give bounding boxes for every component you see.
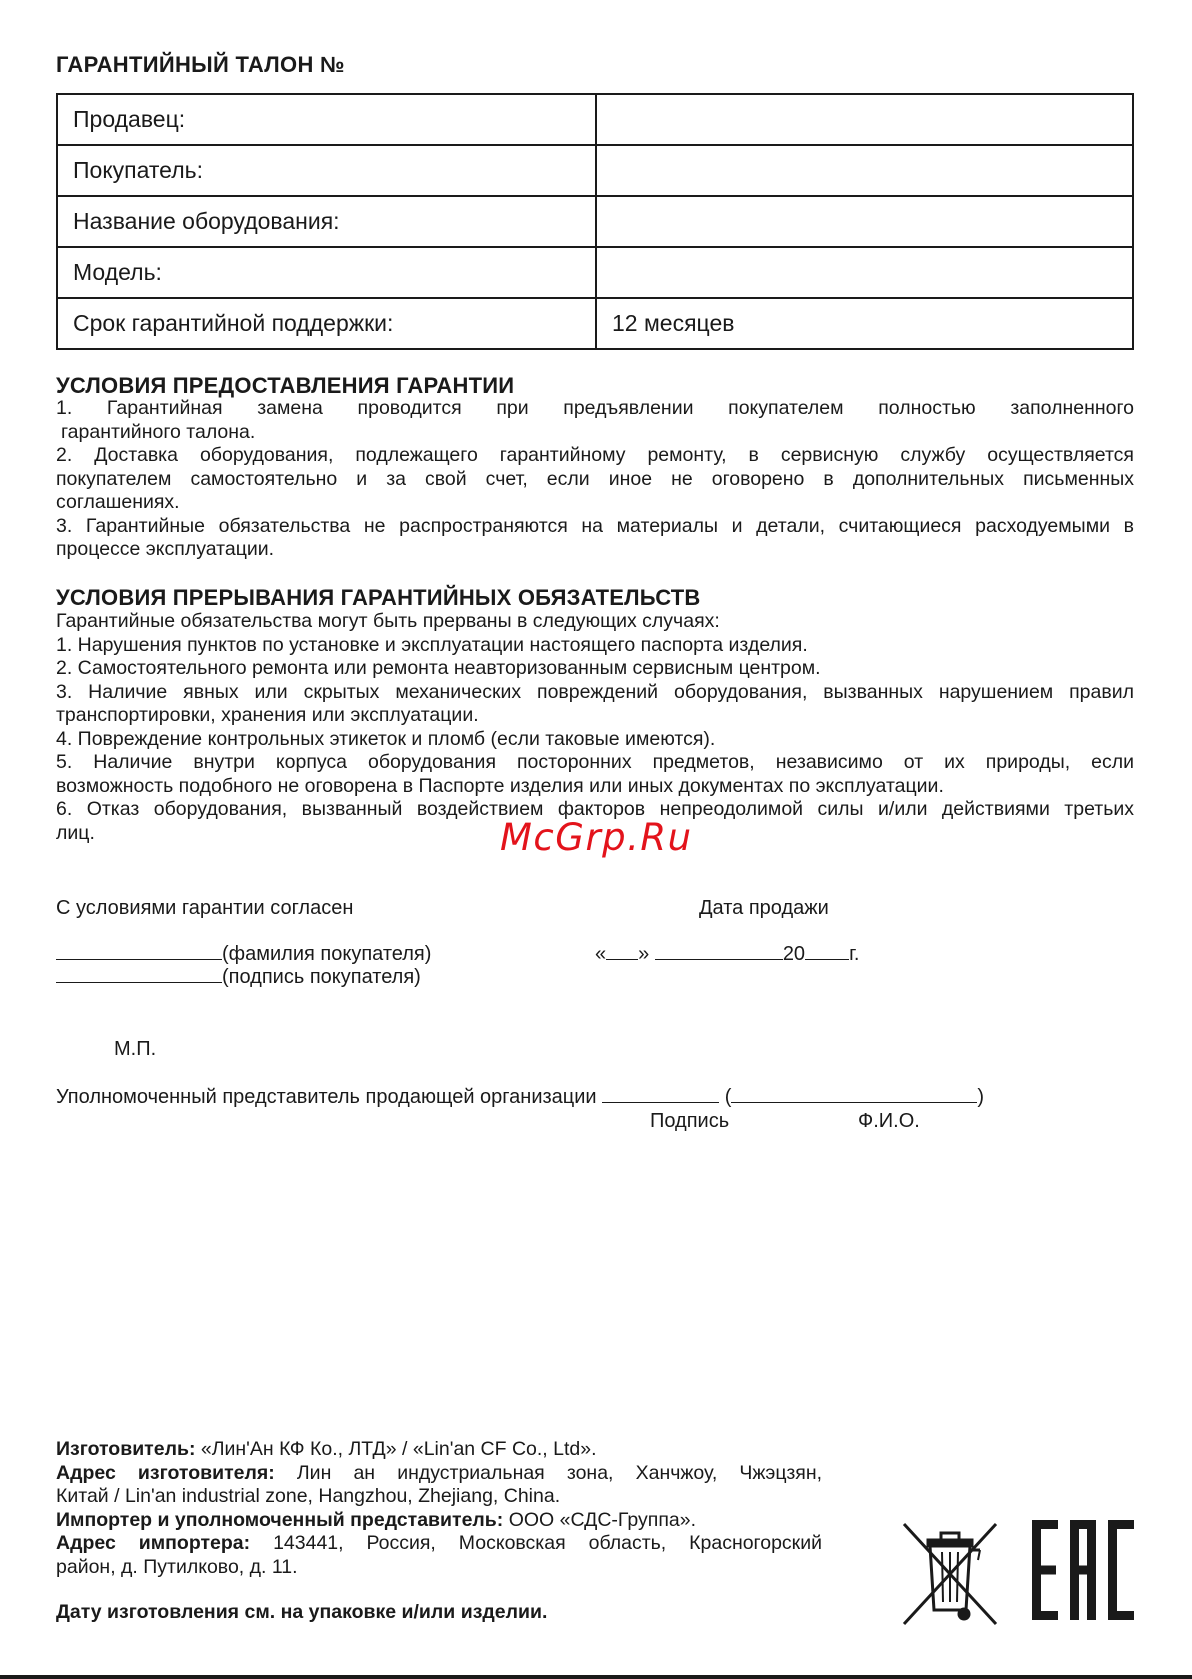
importer-value: ООО «СДС-Группа».	[503, 1508, 696, 1531]
list-item: 1. Гарантийная замена проводится при предъявлении покупателем полностью заполненного	[56, 397, 1134, 419]
model-label: Модель:	[57, 247, 596, 298]
signature-blank	[602, 1086, 719, 1103]
list-item: Гарантийные обязательства могут быть прерваны в следующих случаях:	[56, 610, 720, 632]
importer-address-line	[56, 1532, 822, 1556]
list-item: транспортировки, хранения или эксплуатации.	[56, 704, 479, 726]
list-item: покупателем самостоятельно и за свой счет, если иное не оговорено в дополнительных письменных	[56, 467, 1134, 490]
year-blank	[805, 943, 849, 960]
manufacturer-address-label: Адрес изготовителя:	[56, 1461, 275, 1484]
watermark: McGrp.Ru	[500, 816, 693, 859]
list-item: гарантийного талона.	[61, 420, 256, 443]
day-blank	[606, 943, 638, 960]
manufacturer-address-line-2: Китай / Lin'an industrial zone, Hangzhou, Zhejiang, China.	[56, 1485, 561, 1507]
equipment-name-label: Название оборудования:	[57, 196, 596, 247]
stamp-label: М.П.	[114, 1038, 157, 1060]
seller-label: Продавец:	[57, 94, 596, 145]
list-item: 6. Отказ оборудования, вызванный воздействием факторов непреодолимой силы и/или действиями третьих	[56, 798, 1134, 820]
manufacturer-info	[56, 1438, 822, 1579]
manufacturer-label: Изготовитель:	[56, 1438, 196, 1460]
buyer-label: Покупатель:	[57, 145, 596, 196]
list-item: лиц.	[56, 821, 95, 844]
termination-terms-list	[56, 610, 1134, 845]
list-item: 3. Наличие явных или скрытых механических повреждений оборудования, вызванных нарушением правил	[56, 680, 1134, 703]
table-row	[57, 145, 1133, 196]
warranty-period-label: Срок гарантийной поддержки:	[57, 298, 596, 349]
importer-address-line-2: район, д. Путилково, д. 11.	[56, 1555, 298, 1578]
representative-label: Уполномоченный представитель продающей организации	[56, 1086, 597, 1108]
bottom-rule	[0, 1675, 1192, 1679]
close-quote: »	[638, 943, 650, 965]
seller-value	[596, 94, 1133, 145]
manufacturer-address-value: Лин ан индустриальная зона, Ханчжоу, Чжэцзян,	[274, 1461, 823, 1484]
warranty-terms-heading: УСЛОВИЯ ПРЕДОСТАВЛЕНИЯ ГАРАНТИИ	[56, 373, 515, 398]
blank-line	[56, 966, 222, 983]
year-suffix: г.	[849, 943, 860, 965]
sign-caption: Подпись	[650, 1110, 730, 1132]
blank-line	[56, 943, 222, 960]
eac-mark-icon	[1032, 1520, 1134, 1620]
list-item: 2. Самостоятельного ремонта или ремонта неавторизованным сервисным центром.	[56, 657, 821, 679]
list-item: 4. Повреждение контрольных этикеток и пломб (если таковые имеются).	[56, 727, 716, 750]
manufacturer-value: «Лин'Ан КФ Ко., ЛТД» / «Lin'an CF Co., Ltd».	[195, 1438, 597, 1460]
warranty-period-value: 12 месяцев	[596, 298, 1133, 349]
buyer-value	[596, 145, 1133, 196]
termination-terms-heading: УСЛОВИЯ ПРЕРЫВАНИЯ ГАРАНТИЙНЫХ ОБЯЗАТЕЛЬСТВ	[56, 585, 701, 610]
buyer-signature-line	[56, 966, 421, 989]
table-row	[57, 94, 1133, 145]
buyer-surname-line	[56, 943, 431, 966]
name-blank	[731, 1086, 977, 1103]
table-row	[57, 247, 1133, 298]
agree-label: С условиями гарантии согласен	[56, 897, 354, 919]
production-date-note: Дату изготовления см. на упаковке и/или изделии.	[56, 1601, 548, 1623]
sale-date-field	[595, 943, 859, 966]
year-prefix: 20	[782, 943, 806, 965]
list-item: 1. Нарушения пунктов по установке и эксплуатации настоящего паспорта изделия.	[56, 633, 808, 656]
table-row	[57, 196, 1133, 247]
name-caption: Ф.И.О.	[858, 1110, 920, 1132]
list-item: соглашениях.	[56, 491, 180, 513]
importer-address-label: Адрес импортера:	[56, 1532, 251, 1554]
representative-line	[56, 1086, 984, 1109]
model-value	[596, 247, 1133, 298]
importer-address-value: 143441, Россия, Московская область, Красногорский	[250, 1532, 822, 1554]
equipment-name-value	[596, 196, 1133, 247]
close-paren: )	[977, 1086, 985, 1108]
buyer-surname-caption: (фамилия покупателя)	[222, 943, 432, 965]
manufacturer-address-line	[56, 1462, 822, 1486]
open-quote: «	[595, 943, 607, 965]
list-item: возможность подобного не оговорена в Паспорте изделия или иных документах по эксплуатации.	[56, 774, 944, 797]
manufacturer-line	[56, 1438, 822, 1462]
list-item: процессе эксплуатации.	[56, 538, 275, 560]
month-blank	[655, 943, 783, 960]
importer-label: Импортер и уполномоченный представитель:	[56, 1508, 504, 1531]
crossed-out-wheelie-bin-icon	[900, 1520, 1000, 1632]
list-item: 5. Наличие внутри корпуса оборудования посторонних предметов, независимо от их природы, если	[56, 751, 1134, 773]
table-row	[57, 298, 1133, 349]
buyer-signature-caption: (подпись покупателя)	[222, 966, 421, 988]
list-item: 2. Доставка оборудования, подлежащего гарантийному ремонту, в сервисную службу осуществляется	[56, 444, 1134, 466]
page-title: ГАРАНТИЙНЫЙ ТАЛОН №	[56, 52, 345, 77]
sale-date-label: Дата продажи	[699, 897, 829, 919]
open-paren: (	[724, 1086, 732, 1108]
list-item: 3. Гарантийные обязательства не распространяются на материалы и детали, считающиеся расходуемыми в	[56, 514, 1134, 537]
warranty-info-table	[56, 93, 1134, 350]
warranty-terms-list	[56, 397, 1134, 562]
importer-line	[56, 1509, 822, 1533]
